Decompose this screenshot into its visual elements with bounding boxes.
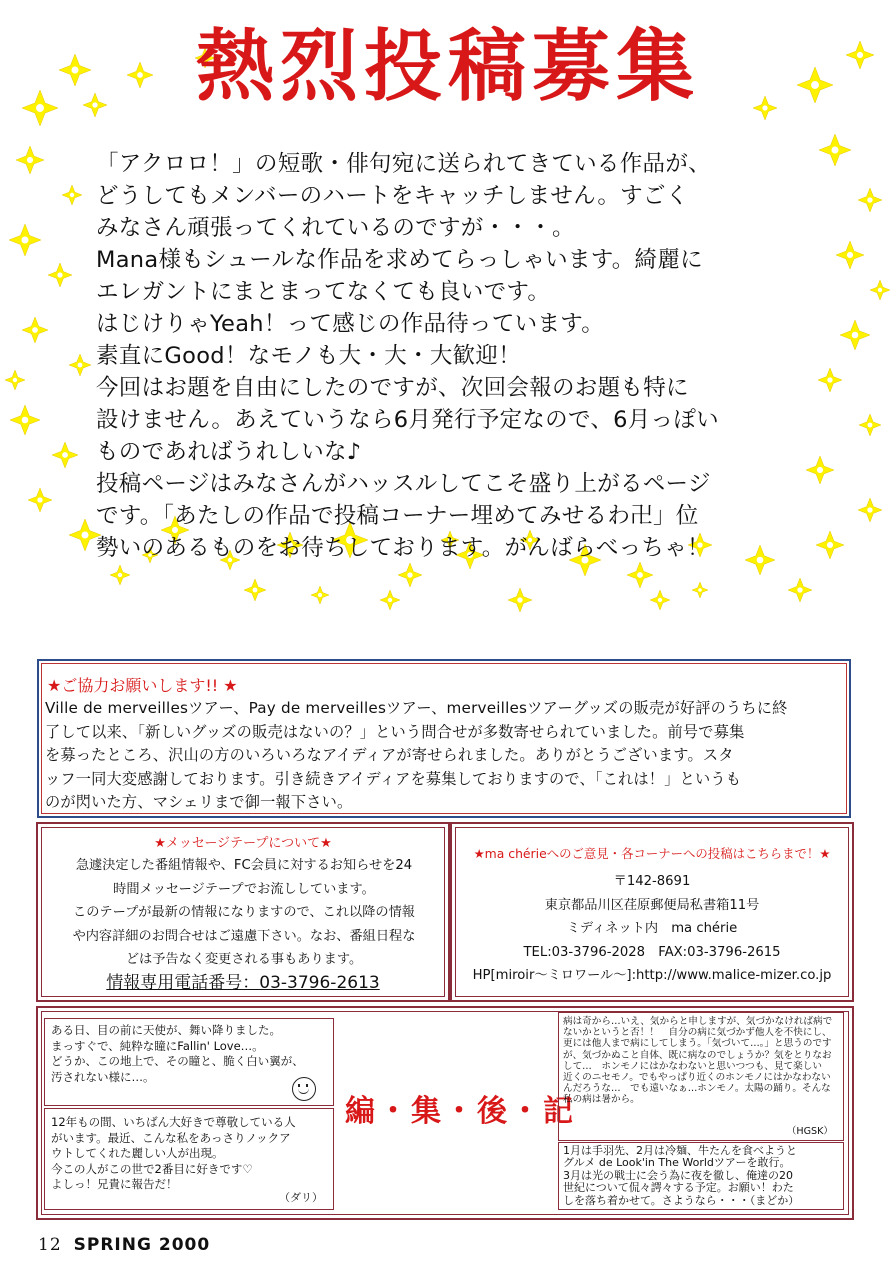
- editorial-note: [558, 1012, 844, 1141]
- tel-fax: TEL:03-3796-2028 FAX:03-3796-2615: [523, 944, 781, 960]
- sparkle-star-center: [27, 157, 33, 163]
- cooperation-line: Ville de merveillesツアー、Pay de merveillesツアー、merveillesツアーグッズの販売が好評のうちに終: [45, 699, 788, 717]
- intro-line: ものであればうれしいな♪: [96, 439, 362, 465]
- intro-line: 「アクロロ！」の短歌・俳句宛に送られてきている作品が、: [96, 151, 711, 177]
- message-tape-line: 急遽決定した番組情報や、FC会員に対するお知らせを24: [75, 858, 413, 873]
- note-line: して… ホンモノにはかなわないと思いつつも、見て楽しい: [563, 1060, 822, 1072]
- note-signature: （ダリ）: [279, 1191, 323, 1204]
- editorial-note: [558, 1142, 844, 1210]
- note-line: ウトしてくれた麗しい人が出現。: [51, 1146, 224, 1160]
- info-phone-number: 情報専用電話番号：03-3796-2613: [106, 973, 380, 993]
- note-line: しを落ち着かせて。さようなら・・・（まどか）: [563, 1193, 800, 1207]
- intro-line: はじけりゃYeah！って感じの作品待っています。: [96, 311, 605, 337]
- sparkle-star-center: [62, 452, 68, 458]
- intro-line: 設けません。あえていうなら6月発行予定なので、6月っぽい: [96, 407, 719, 433]
- note-signature: （HGSK）: [786, 1126, 833, 1137]
- note-line: まっすぐで、純粋な瞳にFallin' Love…。: [51, 1038, 264, 1053]
- editorial-box: [36, 1006, 854, 1220]
- sparkle-star-center: [318, 593, 322, 597]
- page-number: 12: [38, 1235, 62, 1255]
- sparkle-star-center: [407, 572, 412, 577]
- sparkle-star-center: [70, 193, 74, 197]
- cooperation-body: [45, 697, 845, 815]
- mailing-body: [452, 870, 852, 988]
- sparkle-star-center: [797, 587, 802, 592]
- note-line: 12年もの間、いちばん大好きで尊敬している人: [51, 1115, 296, 1129]
- smiley-icon: [292, 1077, 316, 1101]
- note-line: がいます。最近、こんな私をあっさりノックア: [51, 1130, 291, 1145]
- sparkle-star-center: [878, 288, 882, 292]
- intro-line: です。「あたしの作品で投稿コーナー埋めてみせるわ卍」位: [96, 503, 699, 529]
- note-line: グルメ de Look'in The Worldツアーを敢行。: [563, 1156, 791, 1170]
- cooperation-line: ッフ一同大変感謝しております。引き続きアイディアを募集しておりますので、「これは！」というも: [45, 769, 742, 788]
- sparkle-star-center: [637, 572, 643, 578]
- sparkle-star-center: [827, 377, 832, 382]
- sparkle-star-center: [78, 363, 83, 368]
- note-line: どうか、この地上で、その瞳と、脆く白い翼が、: [51, 1054, 304, 1068]
- note-line: ないかというと否！！ 自分の病に気づかず他人を不快にし、: [563, 1027, 832, 1039]
- sparkle-star-center: [517, 597, 522, 602]
- sparkle-star-center: [698, 588, 702, 592]
- note-line: 私の病は暑から。: [563, 1094, 640, 1106]
- intro-text: [96, 148, 826, 564]
- message-tape-box: [36, 822, 450, 1002]
- message-tape-line: 時間メッセージテープでお流ししています。: [113, 881, 375, 897]
- sparkle-star-center: [118, 573, 122, 577]
- sparkle-star-center: [81, 531, 88, 538]
- sparkle-star-center: [762, 105, 767, 110]
- homepage-url: HP[miroir～ミロワール～]:http://www.malice-mizer.co.jp: [472, 968, 832, 983]
- sparkle-star-center: [57, 272, 62, 277]
- intro-line: 勢いのあるものをお待ちしております。がんばらべっちゃ！: [96, 535, 710, 561]
- intro-line: 投稿ページはみなさんがハッスルしてこそ盛り上がるページ: [96, 471, 711, 497]
- issue-label: SPRING 2000: [73, 1235, 211, 1255]
- message-tape-body: [46, 854, 442, 972]
- note-line: 1月は手羽先、2月は冷麺、牛たんを食べようと: [563, 1144, 797, 1157]
- sparkle-star-center: [868, 423, 873, 428]
- sparkle-star-center: [847, 252, 853, 258]
- page-footer: [38, 1235, 210, 1255]
- sparkle-star-center: [831, 146, 838, 153]
- cooperation-box: [37, 659, 851, 818]
- sparkle-star-center: [658, 598, 662, 602]
- sparkle-star-center: [867, 507, 872, 512]
- message-tape-line: や内容詳細のお問合せはご遠慮下さい。なお、番組日程な: [72, 928, 416, 944]
- note-line: 更には他人まで病にしてしまう。「気づいて…。」と思うのです: [563, 1038, 832, 1050]
- postal-code: 〒142-8691: [613, 874, 691, 889]
- sparkle-star-center: [22, 417, 29, 424]
- note-line: 3月は光の戦士に会う為に夜を徹し、俺達の20: [563, 1168, 793, 1182]
- postal-address: 東京都品川区荏原郵便局私書箱11号: [544, 897, 760, 913]
- sparkle-star-center: [253, 588, 258, 593]
- intro-line: みなさん頑張ってくれているのですが・・・。: [96, 215, 575, 241]
- note-line: よしっ！兄貴に報告だ！: [51, 1177, 178, 1191]
- note-line: ある日、目の前に天使が、舞い降りました。: [51, 1023, 281, 1037]
- note-line: 病は奇から…いえ、気からと申しますが、気づかなければ病で: [563, 1016, 833, 1027]
- sparkle-star-center: [388, 598, 392, 602]
- message-tape-heading: ★メッセージテープについて★: [154, 836, 332, 851]
- editorial-note: [44, 1108, 334, 1210]
- editorial-note: [44, 1018, 334, 1106]
- intro-line: エレガントにまとまってなくても良いです。: [96, 279, 551, 305]
- note-line: 汚されない様に…。: [51, 1069, 155, 1084]
- note-line: 近くのニセモノ。でもやっぱり近くのホンモノにはかなわない: [563, 1072, 831, 1084]
- cooperation-line: を募ったところ、沢山の方のいろいろなアイディアが寄せられました。ありがとうございます。スタ: [45, 746, 734, 764]
- sparkle-star-center: [32, 327, 38, 333]
- note-line: が、気づかぬこと自体、既に病なのでしょうか？気をとりなお: [563, 1049, 832, 1061]
- sparkle-star-center: [852, 332, 859, 339]
- editorial-title: 編・集・後・記: [345, 1094, 576, 1129]
- cooperation-line: 了して以来、「新しいグッズの販売はないの？」という問合せが多数寄せられていました。前号で募集: [45, 722, 745, 741]
- note-line: 世紀について侃々諤々する予定。お願い！わた: [563, 1181, 794, 1195]
- intro-line: どうしてもメンバーのハートをキャッチしません。すごく: [96, 183, 689, 209]
- mailing-heading: ★ma chérieへのご意見・各コーナーへの投稿はこちらまで！★: [473, 846, 831, 861]
- cooperation-line: のが閃いた方、マシェリまで御一報下さい。: [45, 793, 353, 811]
- page-title: 熱烈投稿募集: [195, 21, 700, 112]
- sparkle-star-center: [827, 542, 833, 548]
- sparkle-star-center: [37, 497, 42, 502]
- message-tape-line: どは予告なく変更される事もあります。: [125, 952, 363, 967]
- intro-line: 今回はお題を自由にしたのですが、次回会報のお題も特に: [96, 375, 689, 401]
- recipient: ミディネット内 ma chérie: [566, 921, 738, 936]
- sparkle-star-center: [21, 236, 28, 243]
- sparkle-star-center: [13, 378, 17, 382]
- message-tape-line: このテープが最新の情報になりますので、これ以降の情報: [73, 905, 415, 920]
- intro-line: 素直にGood！なモノも大・大・大歓迎！: [96, 343, 522, 369]
- intro-line: Mana様もシュールな作品を求めてらっしゃいます。綺麗に: [96, 247, 703, 273]
- note-line: 今この人がこの世で2番目に好きです♡: [51, 1161, 253, 1176]
- cooperation-heading: ★ご協力お願いします!! ★: [47, 676, 238, 695]
- note-line: んだろうな… でも遠いなぁ…ホンモノ。太陽の踊り。そんな: [563, 1083, 831, 1095]
- mailing-address-box: [450, 822, 854, 1002]
- sparkle-star-center: [867, 197, 872, 202]
